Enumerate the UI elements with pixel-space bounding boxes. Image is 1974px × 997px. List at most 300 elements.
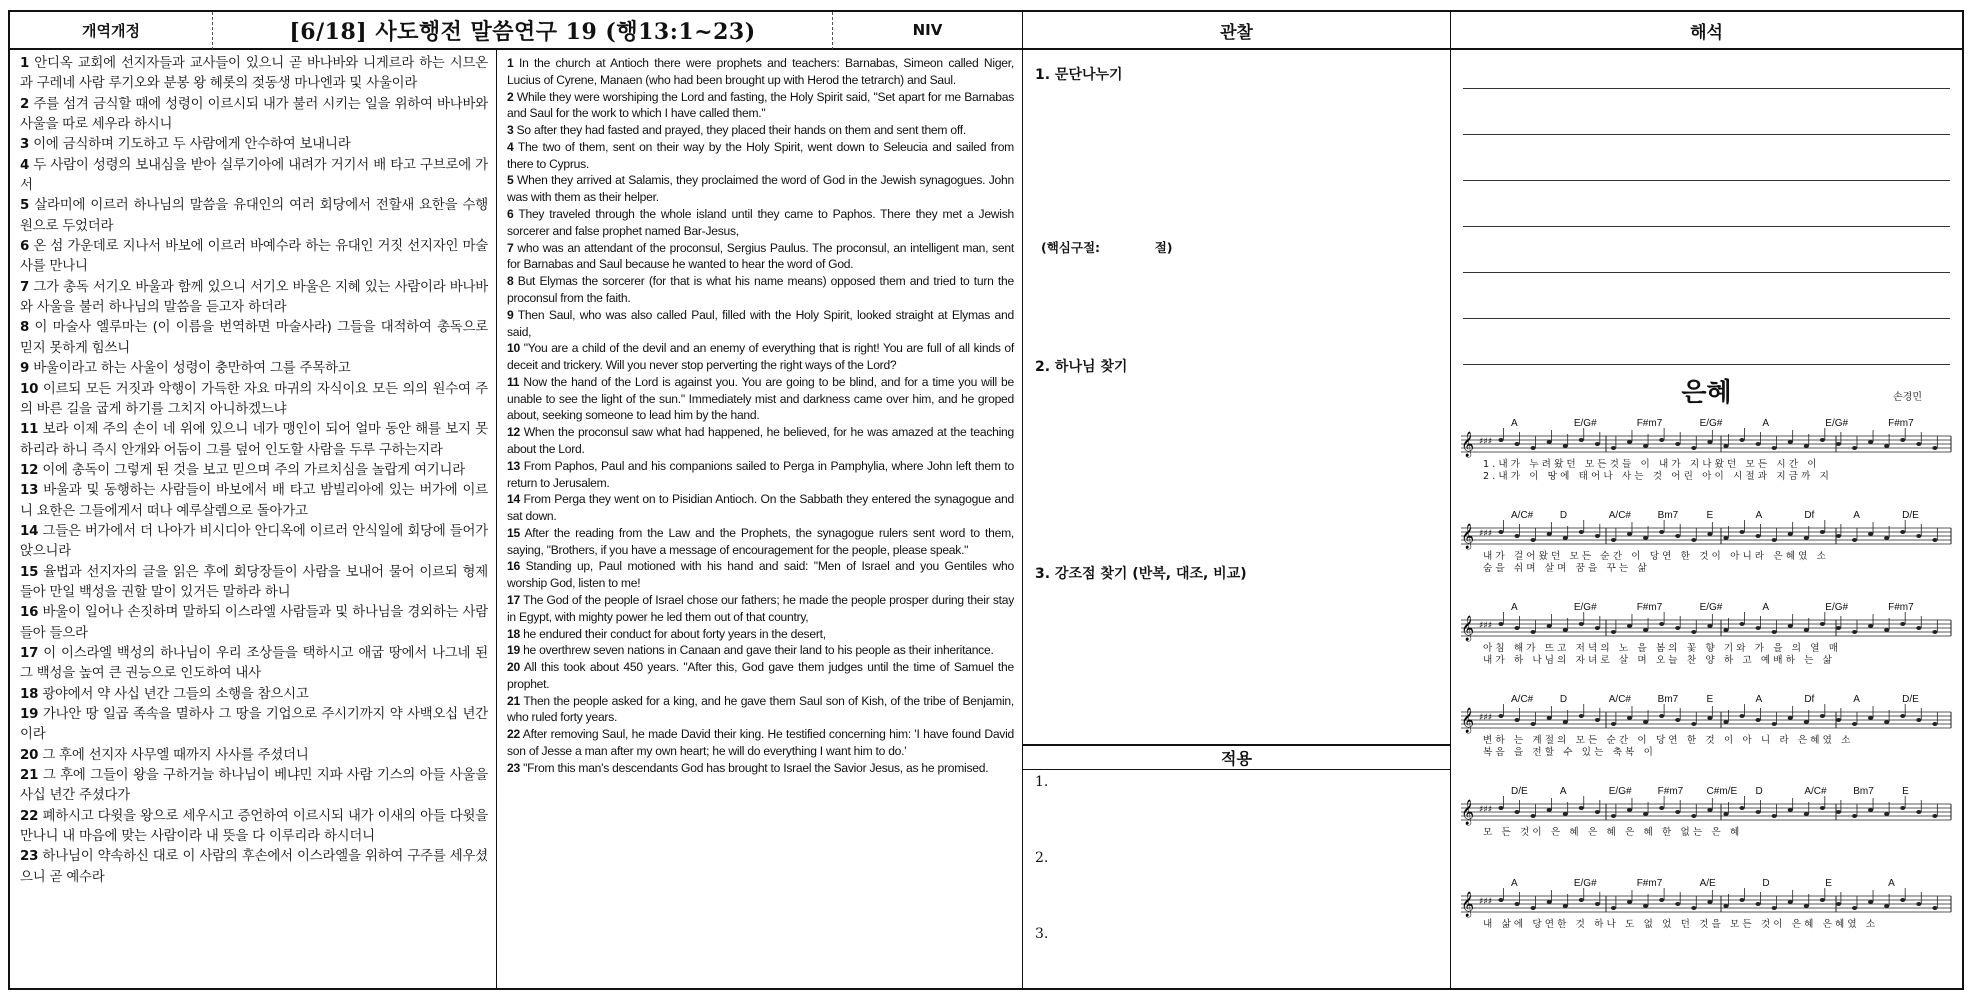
chord-symbol: E/G# <box>1825 602 1849 613</box>
note-head <box>1514 810 1519 814</box>
observation-column <box>1023 50 1451 988</box>
note-head <box>1932 630 1937 634</box>
note-head <box>1659 898 1664 902</box>
verse-number: 11 <box>507 374 520 389</box>
chord-symbol: A <box>1511 878 1518 889</box>
verse-text: 바울과 및 동행하는 사람들이 바보에서 배 타고 밤빌리아에 있는 버가에 이르니 요한은 그들에게서 떠나 예루살렘으로 돌아가고 <box>20 483 488 519</box>
note-head <box>1675 626 1680 630</box>
note-head <box>1627 808 1632 812</box>
verse-text: 주를 섬겨 금식할 때에 성령이 이르시되 내가 불러 시키는 일을 위하여 바나바와 사울을 따로 세우라 하시니 <box>20 96 488 133</box>
note-head <box>1884 536 1889 540</box>
chord-symbol: F#m7 <box>1888 602 1914 613</box>
english-text-column <box>497 50 1023 988</box>
note-head <box>1627 532 1632 536</box>
verse <box>20 135 488 155</box>
note-head <box>1675 534 1680 538</box>
verse <box>20 54 488 95</box>
lyric-line: 모 든 것이 은 혜 은 혜 은 혜 한 없는 은 혜 <box>1483 827 1743 838</box>
note-head <box>1579 438 1584 442</box>
chord-symbol: E/G# <box>1573 878 1597 889</box>
note-head <box>1691 630 1696 634</box>
note-head <box>1514 902 1519 906</box>
verse-number: 21 <box>507 693 520 708</box>
note-head <box>1563 444 1568 448</box>
note-head <box>1643 720 1648 724</box>
note-head <box>1627 716 1632 720</box>
note-head <box>1868 624 1873 628</box>
verse <box>507 424 1014 458</box>
note-head <box>1884 444 1889 448</box>
note-head <box>1691 906 1696 910</box>
note-head <box>1707 440 1712 444</box>
note-head <box>1772 538 1777 542</box>
lyric-line: 1.내가 누려왔던 모든것들 이 내가 지나왔던 모든 시간 이 <box>1483 459 1820 470</box>
verse-text: who was an attendant of the proconsul, Sergius Paulus. The proconsul, an intelligent man, sent for Barnabas and Saul because he wanted to hear the word of God. <box>507 240 1014 272</box>
verse-number: 10 <box>20 381 39 397</box>
verse-text: 그 후에 선지자 사무엘 때까지 사사를 주셨더니 <box>42 747 309 763</box>
note-head <box>1772 814 1777 818</box>
note-head <box>1643 812 1648 816</box>
header-interpretation <box>1451 12 1962 50</box>
header-interpretation-label: 해석 <box>1690 22 1723 43</box>
note-head <box>1531 906 1536 910</box>
lyric-line: 숨을 쉬며 살며 꿈을 꾸는 삶 <box>1483 563 1650 574</box>
chord-symbol: F#m7 <box>1636 602 1663 613</box>
application-item-2: 2. <box>1035 850 1049 866</box>
note-head <box>1531 630 1536 634</box>
note-head <box>1804 812 1809 816</box>
lyric-line: 내가 걸어왔던 모든 순간 이 당연 한 것이 아니라 은혜였 소 <box>1483 551 1829 562</box>
chord-symbol: Df <box>1804 694 1815 705</box>
note-head <box>1852 538 1857 542</box>
chord-symbol: A/C# <box>1511 510 1534 521</box>
verse <box>20 359 488 379</box>
note-head <box>1498 530 1503 534</box>
verse <box>507 626 1014 643</box>
note-head <box>1804 904 1809 908</box>
verse-number: 3 <box>507 123 514 138</box>
observation-item-find-god: 2. 하나님 찾기 <box>1035 359 1128 375</box>
note-head <box>1675 718 1680 722</box>
verse-text: he overthrew seven nations in Canaan and gave their land to his people as their inheritance. <box>523 643 994 658</box>
song-author: 손경민 <box>1893 392 1922 403</box>
verse-number: 21 <box>20 768 39 784</box>
note-head <box>1675 902 1680 906</box>
note-head <box>1739 898 1744 902</box>
note-head <box>1836 626 1841 630</box>
chord-symbol: E/G# <box>1608 786 1632 797</box>
verse <box>507 122 1014 139</box>
note-head <box>1627 900 1632 904</box>
note-head <box>1916 902 1921 906</box>
chord-symbol: E <box>1825 878 1832 889</box>
verse-number: 23 <box>507 760 520 775</box>
note-head <box>1579 530 1584 534</box>
note-head <box>1836 534 1841 538</box>
verse <box>507 139 1014 173</box>
chord-symbol: D/E <box>1902 510 1919 521</box>
sheet-music <box>1451 368 1962 988</box>
chord-symbol: A <box>1853 694 1860 705</box>
lyric-line: 아침 해가 뜨고 저녁의 노 을 봄의 꽃 향 기와 가 을 의 열 매 <box>1483 643 1842 654</box>
verse-number: 2 <box>507 89 514 104</box>
verse-text: 율법과 선지자의 글을 읽은 후에 회당장들이 사람을 보내어 물어 이르되 형제들아 만일 백성을 권할 말이 있거든 말하라 하니 <box>20 564 488 600</box>
verse <box>20 847 488 888</box>
chord-symbol: D <box>1559 694 1568 705</box>
verse-text: 이 이스라엘 백성의 하나님이 우리 조상들을 택하시고 애굽 땅에서 나그네 된 그 백성을 높여 큰 권능으로 인도하여 내사 <box>20 645 488 682</box>
note-head <box>1788 532 1793 536</box>
note-head <box>1659 438 1664 442</box>
application-item-1: 1. <box>1035 774 1049 790</box>
note-head <box>1900 438 1905 442</box>
note-head <box>1707 900 1712 904</box>
verse-number: 4 <box>20 157 30 173</box>
verse-number: 22 <box>507 727 520 742</box>
verse-text: In the church at Antioch there were prophets and teachers: Barnabas, Simeon called Niger, Lucius of Cyrene, Manaen (who had been brought up with Herod the tetrarch) and Saul. <box>507 56 1014 87</box>
note-head <box>1498 714 1503 718</box>
verse <box>507 592 1014 626</box>
key-signature-icon: ♯♯♯ <box>1479 897 1493 907</box>
header-translation-kor-label: 개역개정 <box>82 21 140 40</box>
verse-number: 16 <box>20 605 39 621</box>
note-head <box>1627 624 1632 628</box>
verse-number: 23 <box>20 849 39 865</box>
writing-line <box>1463 180 1950 181</box>
note-head <box>1836 718 1841 722</box>
key-signature-icon: ♯♯♯ <box>1479 713 1493 723</box>
note-head <box>1659 806 1664 810</box>
note-head <box>1498 622 1503 626</box>
note-head <box>1820 530 1825 534</box>
page-title-cell <box>213 12 833 50</box>
note-head <box>1707 532 1712 536</box>
verse-text: Now the hand of the Lord is against you. You are going to be blind, and for a time you will be unable to see the light of the sun." Immediately mist and darkness came over him, and he groped about, seeking someone to lead him by the hand. <box>507 374 1014 423</box>
verse-text: All this took about 450 years. "After this, God gave them judges until the time of Samuel the prophet. <box>507 660 1014 691</box>
chord-symbol: F#m7 <box>1636 878 1663 889</box>
chord-symbol: C#m/E <box>1706 786 1738 797</box>
note-head <box>1547 900 1552 904</box>
note-head <box>1772 722 1777 726</box>
verse-number: 11 <box>20 422 39 438</box>
verse-number: 16 <box>507 559 520 574</box>
note-head <box>1579 806 1584 810</box>
note-head <box>1900 806 1905 810</box>
verse <box>20 156 488 197</box>
note-head <box>1659 530 1664 534</box>
chord-symbol: Bm7 <box>1657 510 1679 521</box>
verse <box>507 558 1014 592</box>
verse-number: 18 <box>507 626 520 641</box>
chord-symbol: E/G# <box>1573 602 1597 613</box>
writing-line <box>1463 364 1950 365</box>
note-head <box>1643 628 1648 632</box>
verse <box>507 491 1014 525</box>
note-head <box>1756 534 1761 538</box>
note-head <box>1932 906 1937 910</box>
verse <box>507 659 1014 693</box>
verse <box>507 273 1014 307</box>
verse-text: Then the people asked for a king, and he gave them Saul son of Kish, of the tribe of Benjamin, who ruled forty years. <box>507 693 1014 725</box>
song-title: 은혜 <box>1681 378 1732 408</box>
note-head <box>1788 900 1793 904</box>
chord-symbol: A/C# <box>1511 694 1534 705</box>
verse-text: 이 마술사 엘루마는 (이 이름을 번역하면 마술사라) 그들을 대적하여 총독으로 믿지 못하게 힘쓰니 <box>20 320 488 356</box>
note-head <box>1691 722 1696 726</box>
note-head <box>1579 898 1584 902</box>
writing-line <box>1463 272 1950 273</box>
note-head <box>1836 810 1841 814</box>
key-verse-field <box>1041 238 1173 256</box>
observation-item-paragraphs: 1. 문단나누기 <box>1035 67 1123 83</box>
chord-symbol: A <box>1762 602 1770 613</box>
note-head <box>1595 810 1600 814</box>
note-head <box>1595 626 1600 630</box>
header-translation-eng <box>833 12 1023 50</box>
treble-clef-icon: 𝄞 <box>1461 432 1475 457</box>
note-head <box>1675 810 1680 814</box>
verse-text: 그가 총독 서기오 바울과 함께 있으니 서기오 바울은 지혜 있는 사람이라 바나바와 사울을 불러 하나님의 말씀을 듣고자 하더라 <box>20 279 488 316</box>
note-head <box>1498 898 1503 902</box>
chord-symbol: F#m7 <box>1636 418 1663 429</box>
chord-symbol: D <box>1755 786 1763 797</box>
note-head <box>1852 906 1857 910</box>
note-head <box>1531 814 1536 818</box>
verse-number: 20 <box>507 660 520 675</box>
note-head <box>1531 722 1536 726</box>
verse <box>20 603 488 644</box>
verse-text: 가나안 땅 일곱 족속을 멸하사 그 땅을 기업으로 주시기까지 약 사백오십 년간이라 <box>20 707 489 743</box>
writing-line <box>1463 134 1950 135</box>
header-translation-kor <box>10 12 213 50</box>
note-head <box>1804 720 1809 724</box>
note-head <box>1916 534 1921 538</box>
chord-symbol: A <box>1762 418 1770 429</box>
note-head <box>1595 442 1600 446</box>
verse-text: After removing Saul, he made David their king. He testified concerning him: 'I have found David son of Jesse a man after my own heart; he will do everything I want him to do.' <box>507 727 1014 759</box>
verse-number: 3 <box>20 137 30 153</box>
note-head <box>1563 628 1568 632</box>
verse <box>20 563 488 604</box>
verse <box>507 760 1014 777</box>
note-head <box>1788 716 1793 720</box>
verse <box>507 458 1014 492</box>
verse <box>20 95 488 136</box>
key-signature-icon: ♯♯♯ <box>1479 621 1493 631</box>
verse <box>20 766 488 807</box>
note-head <box>1611 538 1616 542</box>
note-head <box>1514 442 1519 446</box>
verse-number: 4 <box>507 139 514 154</box>
note-head <box>1723 812 1728 816</box>
verse <box>507 206 1014 240</box>
verse <box>20 318 488 359</box>
treble-clef-icon: 𝄞 <box>1461 892 1475 917</box>
verse-text: When the proconsul saw what had happened, he believed, for he was amazed at the teaching about the Lord. <box>507 425 1014 456</box>
note-head <box>1900 898 1905 902</box>
note-head <box>1884 812 1889 816</box>
verse-text: When they arrived at Salamis, they proclaimed the word of God in the Jewish synagogues. John was with them as their helper. <box>507 173 1014 205</box>
verse-number: 9 <box>20 361 30 377</box>
verse <box>507 55 1014 89</box>
writing-line <box>1463 88 1950 89</box>
chord-symbol: A <box>1559 786 1567 797</box>
verse-number: 9 <box>507 307 514 322</box>
application-title: 적용 <box>1221 749 1252 768</box>
verse-text: 안디옥 교회에 선지자들과 교사들이 있으니 곧 바나바와 니게르라 하는 시므온과 구레네 사람 루기오와 분봉 왕 헤롯의 젖동생 마나엔과 및 사울이라 <box>20 56 488 92</box>
page-title: [6/18] 사도행전 말씀연구 19 (행13:1~23) <box>289 18 756 45</box>
verse-text: 폐하시고 다윗을 왕으로 세우시고 증언하여 이르시되 내가 이새의 아들 다윗을 만나니 내 마음에 맞는 사람이라 내 뜻을 다 이루리라 하시더니 <box>20 808 488 845</box>
verse-number: 13 <box>507 458 520 473</box>
chord-symbol: D <box>1559 510 1568 521</box>
verse <box>20 278 488 319</box>
note-head <box>1820 898 1825 902</box>
note-head <box>1852 722 1857 726</box>
chord-symbol: A <box>1755 510 1763 521</box>
verse-text: 두 사람이 성령의 보내심을 받아 실루기아에 내려가 거기서 배 타고 구브로에 가서 <box>20 157 488 194</box>
note-head <box>1868 532 1873 536</box>
verse-text: But Elymas the sorcerer (for that is what his name means) opposed them and tried to turn the proconsul from the faith. <box>507 274 1014 305</box>
verse-text: After the reading from the Law and the Prophets, the synagogue rulers sent word to them, saying, "Brothers, if you have a message of encouragement for the people, please speak." <box>507 525 1015 557</box>
verse-text: While they were worshiping the Lord and fasting, the Holy Spirit said, "Set apart for me Barnabas and Saul for the work to which I have called them." <box>507 89 1014 121</box>
verse-number: 20 <box>20 747 39 763</box>
observation-item-emphasis: 3. 강조점 찾기 (반복, 대조, 비교) <box>1035 566 1247 582</box>
chord-symbol: A <box>1511 418 1518 429</box>
key-signature-icon: ♯♯♯ <box>1479 437 1493 447</box>
verse-number: 17 <box>20 645 39 661</box>
note-head <box>1772 630 1777 634</box>
chord-symbol: Bm7 <box>1853 786 1874 797</box>
note-head <box>1788 440 1793 444</box>
verse <box>20 481 488 522</box>
verse-number: 5 <box>507 173 514 188</box>
note-head <box>1723 628 1728 632</box>
verse-number: 5 <box>20 198 30 214</box>
verse-text: 광야에서 약 사십 년간 그들의 소행을 참으시고 <box>42 686 309 702</box>
chord-symbol: E/G# <box>1699 418 1723 429</box>
chord-symbol: A/E <box>1699 878 1716 889</box>
note-head <box>1932 538 1937 542</box>
note-head <box>1547 716 1552 720</box>
note-head <box>1531 446 1536 450</box>
note-head <box>1739 438 1744 442</box>
note-head <box>1595 718 1600 722</box>
note-head <box>1756 626 1761 630</box>
verse <box>507 340 1014 374</box>
verse-number: 8 <box>20 320 30 336</box>
note-head <box>1579 714 1584 718</box>
note-head <box>1611 446 1616 450</box>
note-head <box>1563 536 1568 540</box>
verse-text: They traveled through the whole island until they came to Paphos. There they met a Jewish sorcerer and false prophet named Bar-Jesus, <box>507 207 1014 238</box>
note-head <box>1788 808 1793 812</box>
note-head <box>1868 900 1873 904</box>
chord-symbol: E <box>1706 510 1714 521</box>
note-head <box>1820 622 1825 626</box>
note-head <box>1563 904 1568 908</box>
note-head <box>1691 538 1696 542</box>
verse-text: The two of them, sent on their way by the Holy Spirit, went down to Seleucia and sailed from there to Cyprus. <box>507 139 1014 171</box>
verse-number: 19 <box>507 643 520 658</box>
chord-symbol: F#m7 <box>1657 786 1684 797</box>
note-head <box>1900 530 1905 534</box>
key-verse-label: (핵심구절: <box>1041 240 1101 255</box>
verse-number: 15 <box>20 564 39 580</box>
verse-text: 이에 금식하며 기도하고 두 사람에게 안수하여 보내니라 <box>33 137 351 153</box>
verse-text: From Paphos, Paul and his companions sailed to Perga in Pamphylia, where John left them to return to Jerusalem. <box>507 458 1014 490</box>
chord-symbol: A/C# <box>1608 694 1631 705</box>
korean-text-column <box>10 50 497 988</box>
note-head <box>1514 534 1519 538</box>
verse-text: 그들은 버가에서 더 나아가 비시디아 안디옥에 이르러 안식일에 회당에 들어가 앉으니라 <box>20 523 488 560</box>
verse-number: 2 <box>20 96 30 112</box>
note-head <box>1932 446 1937 450</box>
note-head <box>1547 532 1552 536</box>
chord-symbol: Df <box>1804 510 1815 521</box>
verse <box>20 685 488 705</box>
note-head <box>1820 714 1825 718</box>
note-head <box>1884 720 1889 724</box>
chord-symbol: A <box>1511 602 1518 613</box>
verse-number: 19 <box>20 707 39 722</box>
verse <box>20 196 488 237</box>
verse-number: 10 <box>507 341 520 356</box>
verse-text: 이르되 모든 거짓과 악행이 가득한 자요 마귀의 자식이요 모든 의의 원수여 주의 바른 길을 굽게 하기를 그치지 아니하겠느냐 <box>20 381 489 417</box>
treble-clef-icon: 𝄞 <box>1461 524 1475 549</box>
key-signature-icon: ♯♯♯ <box>1479 805 1493 815</box>
treble-clef-icon: 𝄞 <box>1461 800 1475 825</box>
note-head <box>1804 536 1809 540</box>
note-head <box>1772 446 1777 450</box>
note-head <box>1884 628 1889 632</box>
verse <box>20 380 488 421</box>
note-head <box>1514 626 1519 630</box>
note-head <box>1932 814 1937 818</box>
note-head <box>1868 808 1873 812</box>
note-head <box>1900 622 1905 626</box>
note-head <box>1852 630 1857 634</box>
chord-symbol: D/E <box>1902 694 1919 705</box>
key-signature-icon: ♯♯♯ <box>1479 529 1493 539</box>
note-head <box>1932 722 1937 726</box>
note-head <box>1707 808 1712 812</box>
note-head <box>1611 906 1616 910</box>
note-head <box>1643 444 1648 448</box>
verse <box>20 705 488 746</box>
header-translation-eng-label: NIV <box>912 21 943 39</box>
note-head <box>1643 904 1648 908</box>
note-head <box>1900 714 1905 718</box>
chord-symbol: A/C# <box>1608 510 1631 521</box>
note-head <box>1547 808 1552 812</box>
note-head <box>1916 718 1921 722</box>
note-head <box>1868 440 1873 444</box>
note-head <box>1788 624 1793 628</box>
application-header <box>1023 744 1450 770</box>
note-head <box>1836 902 1841 906</box>
verse-text: The God of the people of Israel chose our fathers; he made the people prosper during their stay in Egypt, with mighty power he led them out of that country, <box>507 593 1014 624</box>
note-head <box>1611 630 1616 634</box>
note-head <box>1547 624 1552 628</box>
verse-text: So after they had fasted and prayed, they placed their hands on them and sent them off. <box>516 123 966 138</box>
verse-number: 22 <box>20 808 39 824</box>
note-head <box>1820 806 1825 810</box>
chord-symbol: A <box>1853 510 1860 521</box>
verse-text: 바울이 일어나 손짓하며 말하되 이스라엘 사람들과 및 하나님을 경외하는 사람들아 들으라 <box>20 605 488 641</box>
verse-text: 살라미에 이르러 하나님의 말씀을 유대인의 여러 회당에서 전할새 요한을 수행원으로 두었더라 <box>20 198 488 234</box>
chord-symbol: A/C# <box>1804 786 1827 797</box>
verse-number: 14 <box>20 523 39 539</box>
writing-line <box>1463 226 1950 227</box>
